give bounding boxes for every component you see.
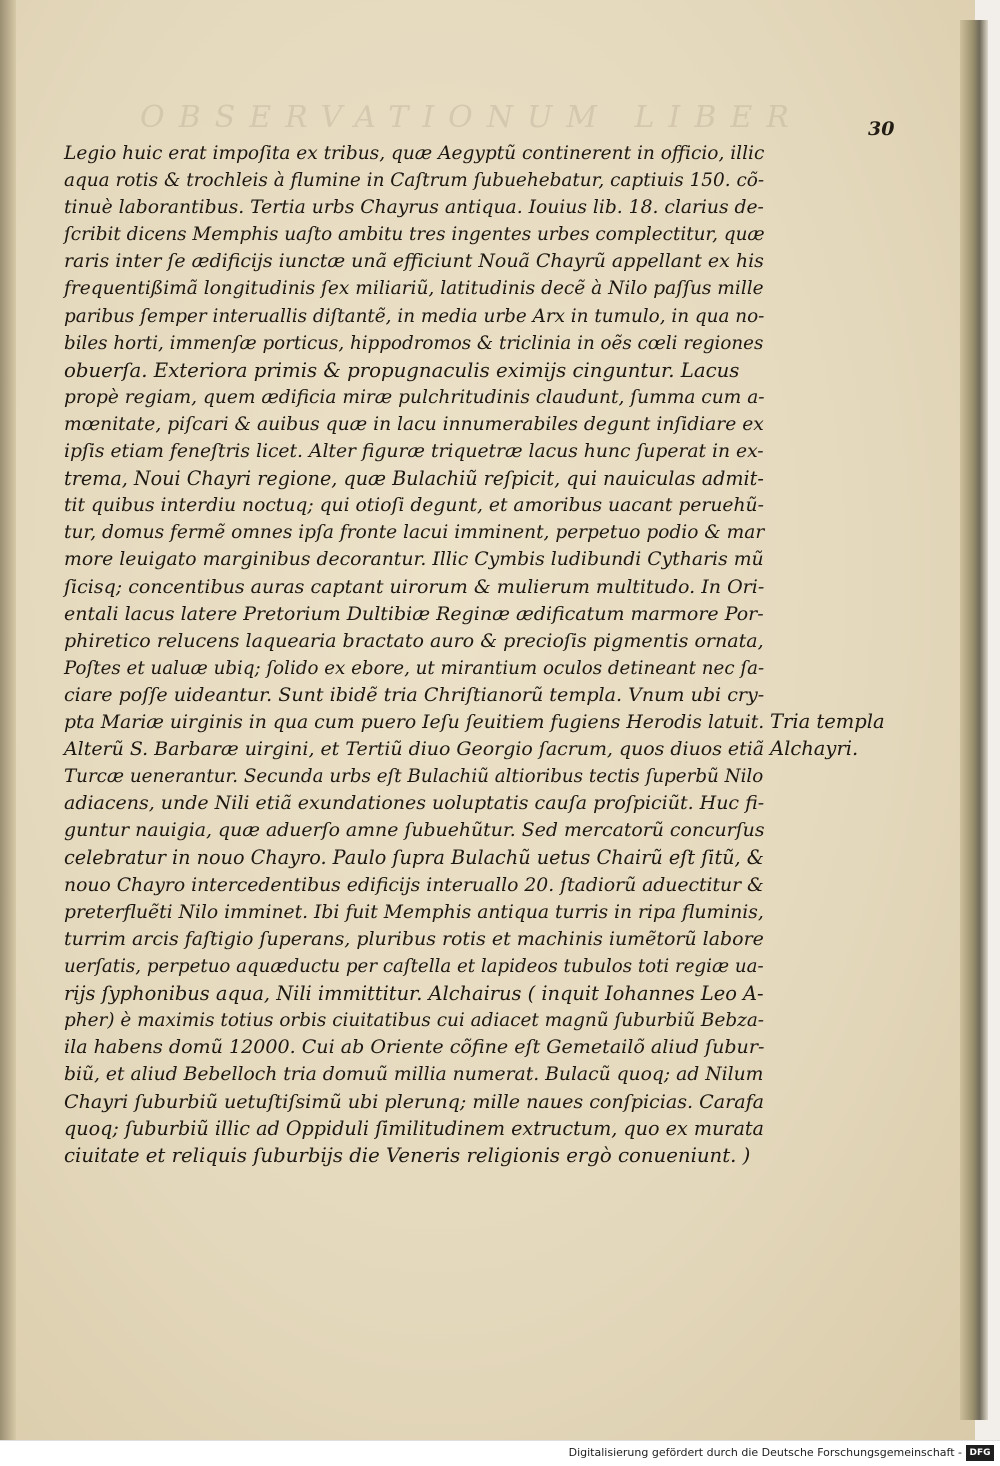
text-line: more leuigato marginibus decorantur. Illic Cymbis ludibundi Cytharis mũ — [64, 549, 764, 571]
text-line: ila habens domũ 12000. Cui ab Oriente cõfine eſt Gemetailõ aliud ſubur- — [64, 1036, 765, 1059]
marginal-note — [770, 708, 960, 762]
text-line: biles horti, immenſæ porticus, hippodromos & triclinia in oẽs cœli regiones — [64, 332, 764, 354]
text-line: biũ, et aliud Bebelloch tria domuũ millia numerat. Bulacũ quoq; ad Nilum — [64, 1064, 764, 1086]
page-edge-shadow — [960, 20, 988, 1420]
text-line: preterfluẽti Nilo imminet. Ibi fuit Memphis antiqua turris in ripa fluminis, — [64, 901, 764, 923]
bleed-through-text: OBSERVATIONUM LIBER — [140, 100, 803, 135]
footer-bar — [0, 1440, 1000, 1466]
text-line: celebratur in nouo Chayro. Paulo ſupra Bulachũ uetus Chairũ eſt ſitũ, & — [64, 846, 764, 870]
text-line: frequentißimã longitudinis ſex miliariũ, latitudinis decẽ à Nilo paſſus mille — [64, 278, 764, 300]
text-line: ciuitate et reliquis ſuburbijs die Veneris religionis ergò conueniunt. ) — [64, 1144, 751, 1168]
page-number: 30 — [868, 118, 895, 140]
margin-note-line: Tria templa — [770, 710, 885, 733]
text-line: trema, Noui Chayri regione, quæ Bulachiũ reſpicit, qui nauiculas admit- — [64, 467, 764, 491]
text-line: turrim arcis faſtigio ſuperans, pluribus rotis et machinis iumẽtorũ labore — [64, 927, 764, 950]
text-line: entali lacus latere Pretorium Dultibiæ Reginæ ædificatum marmore Por- — [64, 602, 764, 625]
text-line: phiretico relucens laquearia bractato auro & precioſis pigmentis ornata, — [64, 629, 764, 652]
funding-credit: Digitalisierung gefördert durch die Deutsche Forschungsgemeinschaft - — [568, 1446, 962, 1459]
text-line: Legio huic erat impoſita ex tribus, quæ Aegyptũ continerent in officio, illic — [64, 143, 765, 164]
text-line: raris inter ſe ædificijs iunctæ unã efficiunt Nouã Chayrũ appellant ex his — [64, 250, 764, 273]
text-line: Chayri ſuburbiũ uetuſtiſsimũ ubi plerunq; mille naues conſpicias. Carafa — [64, 1090, 765, 1114]
text-line: tit quibus interdiu noctuq; qui otioſi degunt, et amoribus uacant peruehũ- — [64, 495, 764, 517]
text-line: quoq; ſuburbiũ illic ad Oppiduli ſimilitudinem extructum, quo ex murata — [64, 1117, 764, 1141]
text-line: uerſatis, perpetuo aquæductu per caſtella et lapideos tubulos toti regiæ ua- — [64, 955, 764, 977]
text-line: ipſis etiam feneſtris licet. Alter figuræ triquetræ lacus hunc ſuperat in ex- — [64, 441, 764, 463]
dfg-logo: DFG — [966, 1445, 994, 1461]
page-gutter — [0, 0, 16, 1440]
main-text-block — [64, 140, 764, 1170]
text-line: Alterũ S. Barbaræ uirgini, et Tertiũ diuo Georgio ſacrum, quos diuos etiã — [64, 738, 765, 761]
text-line: obuerſa. Exteriora primis & propugnaculis eximijs cinguntur. Lacus — [64, 358, 740, 382]
text-line: tur, domus fermẽ omnes ipſa fronte lacui imminent, perpetuo podio & mar — [64, 522, 765, 544]
text-line: adiacens, unde Nili etiã exundationes uoluptatis cauſa proſpiciũt. Huc fi- — [64, 792, 765, 815]
text-line: pta Mariæ uirginis in qua cum puero Ieſu ſeuitiem fugiens Herodis latuit. — [64, 711, 765, 733]
text-line: ciare poſſe uideantur. Sunt ibidẽ tria Chriſtianorũ templa. Vnum ubi cry- — [64, 683, 765, 706]
text-line: guntur nauigia, quæ aduerſo amne ſubuehũtur. Sed mercatorũ concurſus — [64, 819, 765, 842]
text-line: Turcæ uenerantur. Secunda urbs eſt Bulachiũ altioribus tectis ſuperbũ Nilo — [64, 766, 764, 788]
text-line: nouo Chayro intercedentibus edificijs interuallo 20. ſtadiorũ aduectitur & — [64, 874, 764, 896]
text-line: pher) è maximis totius orbis ciuitatibus cui adiacet magnũ ſuburbiũ Bebza- — [64, 1010, 765, 1031]
text-line: ſicisq; concentibus auras captant uirorum & mulierum multitudo. In Ori- — [64, 575, 765, 598]
text-line: aqua rotis & trochleis à flumine in Caſtrum ſubuehebatur, captiuis 150. cõ- — [64, 170, 765, 192]
text-line: ſcribit dicens Memphis uaſto ambitu tres ingentes urbes complectitur, quæ — [64, 224, 765, 246]
margin-note-line: Alchayri. — [770, 737, 859, 761]
text-line: paribus ſemper interuallis diſtantẽ, in media urbe Arx in tumulo, in qua no- — [64, 305, 765, 327]
text-line: propè regiam, quem ædificia miræ pulchritudinis claudunt, ſumma cum a- — [64, 386, 765, 408]
text-line: mœnitate, piſcari & auibus quæ in lacu innumerabiles degunt inſidiare ex — [64, 413, 764, 435]
text-line: Poſtes et ualuæ ubiq; ſolido ex ebore, ut mirantium oculos detineant nec ſa- — [64, 657, 765, 679]
text-line: tinuè laborantibus. Tertia urbs Chayrus antiqua. Iouius lib. 18. clarius de- — [64, 197, 764, 219]
text-line: rijs ſyphonibus aqua, Nili immittitur. Alchairus ( inquit Iohannes Leo A- — [64, 981, 764, 1005]
